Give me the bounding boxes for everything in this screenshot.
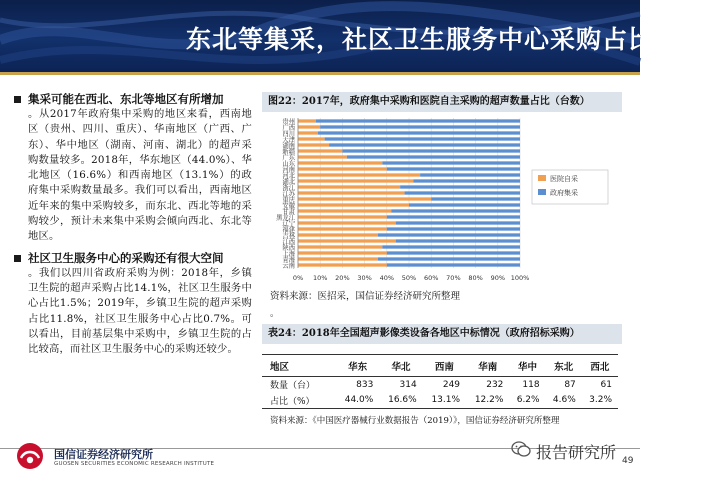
bar-series-2 bbox=[382, 161, 520, 164]
figure-dot: 。 bbox=[270, 309, 280, 319]
legend-swatch bbox=[538, 175, 546, 181]
x-tick-label: 10% bbox=[312, 274, 328, 282]
bar-series-2 bbox=[387, 251, 520, 254]
bar-series-1 bbox=[298, 155, 347, 158]
category-label: 青海 bbox=[282, 256, 295, 264]
bar-series-2 bbox=[396, 221, 520, 224]
table-cell: 占比（%） bbox=[262, 393, 336, 409]
table-cell: 数量（台） bbox=[270, 381, 316, 392]
bar-series-1 bbox=[298, 179, 413, 182]
header-divider bbox=[0, 72, 640, 75]
bar-series-1 bbox=[298, 245, 382, 248]
bar-series-2 bbox=[387, 263, 520, 266]
category-label: 河北 bbox=[282, 172, 295, 180]
category-label: 湖北 bbox=[282, 178, 295, 186]
category-label: 湖南 bbox=[282, 142, 295, 150]
bar-series-2 bbox=[387, 215, 520, 218]
left-text-column bbox=[14, 92, 252, 363]
chart-area bbox=[262, 112, 622, 288]
slide-header bbox=[0, 0, 706, 72]
table-header-cell: 地区 bbox=[262, 355, 336, 377]
table-cell: 833 bbox=[356, 379, 374, 390]
bar-series-1 bbox=[298, 233, 378, 236]
bar-series-1 bbox=[298, 125, 320, 128]
bar-series-2 bbox=[325, 137, 520, 140]
org-name: 国信证券经济研究所 bbox=[54, 448, 153, 461]
bar-series-2 bbox=[400, 185, 520, 188]
table-title: 表24：2018年全国超声影像类设备各地区中标情况（政府招标采购） bbox=[262, 324, 622, 344]
table-header-cell: 西北 bbox=[582, 355, 618, 377]
x-tick-label: 70% bbox=[446, 274, 461, 282]
bar-series-1 bbox=[298, 257, 378, 260]
bar-series-2 bbox=[316, 119, 520, 122]
bar-series-2 bbox=[329, 143, 520, 146]
region-table bbox=[262, 354, 618, 409]
x-tick-label: 80% bbox=[468, 274, 483, 282]
guosen-logo-icon bbox=[16, 442, 44, 470]
legend-label: 医院自采 bbox=[550, 175, 578, 183]
table-header-row bbox=[262, 355, 618, 377]
table-header-cell: 西南 bbox=[423, 355, 466, 377]
bar-series-1 bbox=[298, 149, 342, 152]
bar-series-2 bbox=[378, 257, 520, 260]
bar-series-2 bbox=[420, 173, 520, 176]
bar-series-2 bbox=[342, 149, 520, 152]
table-cell: 4.6% bbox=[546, 393, 582, 409]
bar-series-2 bbox=[413, 179, 520, 182]
category-label: 浙江 bbox=[282, 184, 295, 192]
right-column bbox=[262, 92, 622, 429]
category-label: 贵州 bbox=[282, 118, 295, 126]
bar-series-1 bbox=[298, 137, 325, 140]
table-cell: 118 bbox=[522, 379, 540, 390]
table-cell: 13.1% bbox=[423, 393, 466, 409]
category-label: 江西 bbox=[282, 238, 295, 246]
table-row bbox=[262, 393, 618, 409]
category-label: 陕西 bbox=[282, 244, 295, 252]
stacked-bar-chart bbox=[262, 112, 622, 288]
bar-series-2 bbox=[318, 131, 520, 134]
bar-series-2 bbox=[387, 227, 520, 230]
slide-title: 东北等集采，社区卫生服务中心采购占比较低 bbox=[186, 25, 706, 54]
bullet-body: 。从2017年政府集中采购的地区来看，西南地区（贵州、四川、重庆）、华南地区（广西、广东）、华中地区（湖南、河南、湖北）的超声采购数量较多。2018年，华东地区（44.0%）、华北地区（16.6%）和西南地区（13.1%）的政府集中采购数量最多。我们可以看出，西南地区近年来的集中采购较多，而东北、西北等地的采购较少，预计未来集中采购会倾向西北、东北等地区。 bbox=[28, 108, 252, 243]
bullet-square-icon bbox=[14, 96, 21, 103]
table-cell: 314 bbox=[399, 379, 417, 390]
watermark-text: 报告研究所 bbox=[536, 443, 617, 462]
category-label: 天津 bbox=[282, 136, 295, 144]
bar-series-2 bbox=[405, 191, 520, 194]
bar-series-1 bbox=[298, 203, 409, 206]
legend-swatch bbox=[538, 189, 546, 195]
category-label: 福建 bbox=[282, 226, 295, 234]
bar-series-1 bbox=[298, 191, 405, 194]
table-header-cell: 华南 bbox=[466, 355, 509, 377]
category-label: 黑龙江 bbox=[276, 214, 295, 222]
x-tick-label: 40% bbox=[379, 274, 395, 282]
category-label: 辽宁 bbox=[282, 220, 295, 228]
bar-series-1 bbox=[298, 119, 316, 122]
category-label: 重庆 bbox=[282, 196, 295, 204]
x-tick-label: 50% bbox=[401, 274, 417, 282]
bar-series-2 bbox=[431, 197, 520, 200]
bar-series-1 bbox=[298, 221, 396, 224]
bullet-item bbox=[14, 251, 252, 358]
table-cell: 12.2% bbox=[466, 393, 509, 409]
category-label: 新疆 bbox=[282, 148, 295, 156]
table-row bbox=[262, 377, 618, 393]
bar-series-2 bbox=[320, 125, 520, 128]
category-label: 广东 bbox=[282, 154, 295, 162]
category-label: 江苏 bbox=[282, 190, 295, 198]
x-tick-label: 90% bbox=[490, 274, 506, 282]
bullet-item bbox=[14, 92, 252, 245]
legend-label: 政府集采 bbox=[550, 189, 578, 197]
table-cell: 87 bbox=[564, 379, 576, 390]
table-cell: 16.6% bbox=[379, 393, 422, 409]
bar-series-1 bbox=[298, 161, 382, 164]
bar-series-1 bbox=[298, 209, 391, 212]
category-label: 吉林 bbox=[282, 232, 295, 240]
category-label: 河南 bbox=[282, 166, 295, 174]
table-cell: 6.2% bbox=[509, 393, 545, 409]
bar-series-1 bbox=[298, 143, 329, 146]
table-header-cell: 华中 bbox=[509, 355, 545, 377]
category-label: 山东 bbox=[282, 160, 295, 168]
bar-series-1 bbox=[298, 227, 387, 230]
table-cell: 249 bbox=[442, 379, 461, 390]
table-cell: 3.2% bbox=[582, 393, 618, 409]
bullet-heading: 集采可能在西北、东北等地区有所增加 bbox=[28, 92, 224, 106]
category-label: 安徽 bbox=[282, 202, 295, 210]
bar-series-1 bbox=[298, 131, 318, 134]
bar-series-2 bbox=[387, 167, 520, 170]
table-header-cell: 华北 bbox=[379, 355, 422, 377]
bar-series-2 bbox=[347, 155, 520, 158]
category-label: 广西 bbox=[282, 124, 295, 132]
bullet-square-icon bbox=[14, 255, 21, 262]
wechat-icon bbox=[510, 438, 532, 460]
bar-series-2 bbox=[409, 203, 520, 206]
category-label: 四川 bbox=[282, 130, 295, 138]
category-label: 上海 bbox=[282, 250, 295, 258]
x-tick-label: 0% bbox=[292, 274, 304, 282]
x-tick-label: 30% bbox=[357, 274, 372, 282]
category-label: 云南 bbox=[282, 262, 295, 270]
table-cell: 44.0% bbox=[336, 393, 379, 409]
table-cell: 61 bbox=[600, 379, 612, 390]
bar-series-1 bbox=[298, 251, 387, 254]
bar-series-1 bbox=[298, 197, 431, 200]
bar-series-2 bbox=[382, 245, 520, 248]
bullet-body: 。我们以四川省政府采购为例：2018年，乡镇卫生院的超声采购占比14.1%，社区卫生服务中心占比1.5%；2019年，乡镇卫生院的超声采购占比11.8%，社区卫生服务中心占比0.7%。可以看出，目前基层集中采购中，乡镇卫生院的占比较高，而社区卫生服务中心的采购还较少。 bbox=[28, 266, 252, 356]
figure-source: 资料来源：医招采，国信证券经济研究所整理 bbox=[270, 291, 461, 302]
table-cell: 232 bbox=[486, 379, 504, 390]
page-number: 49 bbox=[622, 456, 634, 466]
figure-title: 图22：2017年，政府集中采购和医院自主采购的超声数量占比（台数） bbox=[262, 92, 622, 112]
x-tick-label: 20% bbox=[335, 274, 350, 282]
bar-series-2 bbox=[391, 209, 520, 212]
table-header-cell: 东北 bbox=[546, 355, 582, 377]
bar-series-2 bbox=[378, 233, 520, 236]
x-tick-label: 100% bbox=[510, 274, 530, 282]
table-header-cell: 华东 bbox=[336, 355, 379, 377]
bar-series-1 bbox=[298, 167, 387, 170]
bar-series-1 bbox=[298, 173, 420, 176]
bar-series-1 bbox=[298, 239, 396, 242]
bar-series-1 bbox=[298, 185, 400, 188]
bullet-heading: 社区卫生服务中心的采购还有很大空间 bbox=[28, 250, 224, 265]
slide-footer bbox=[0, 430, 640, 480]
org-name-en: GUOSEN SECURITIES ECONOMIC RESEARCH INSTITUTE bbox=[54, 461, 215, 467]
bar-series-1 bbox=[298, 215, 387, 218]
category-label: 甘肃 bbox=[282, 208, 295, 216]
bar-series-2 bbox=[396, 239, 520, 242]
table-source: 资料来源：《中国医疗器械行业数据报告（2019）》，国信证券经济研究所整理 bbox=[270, 416, 560, 426]
bar-series-1 bbox=[298, 263, 387, 266]
x-tick-label: 60% bbox=[423, 274, 439, 282]
